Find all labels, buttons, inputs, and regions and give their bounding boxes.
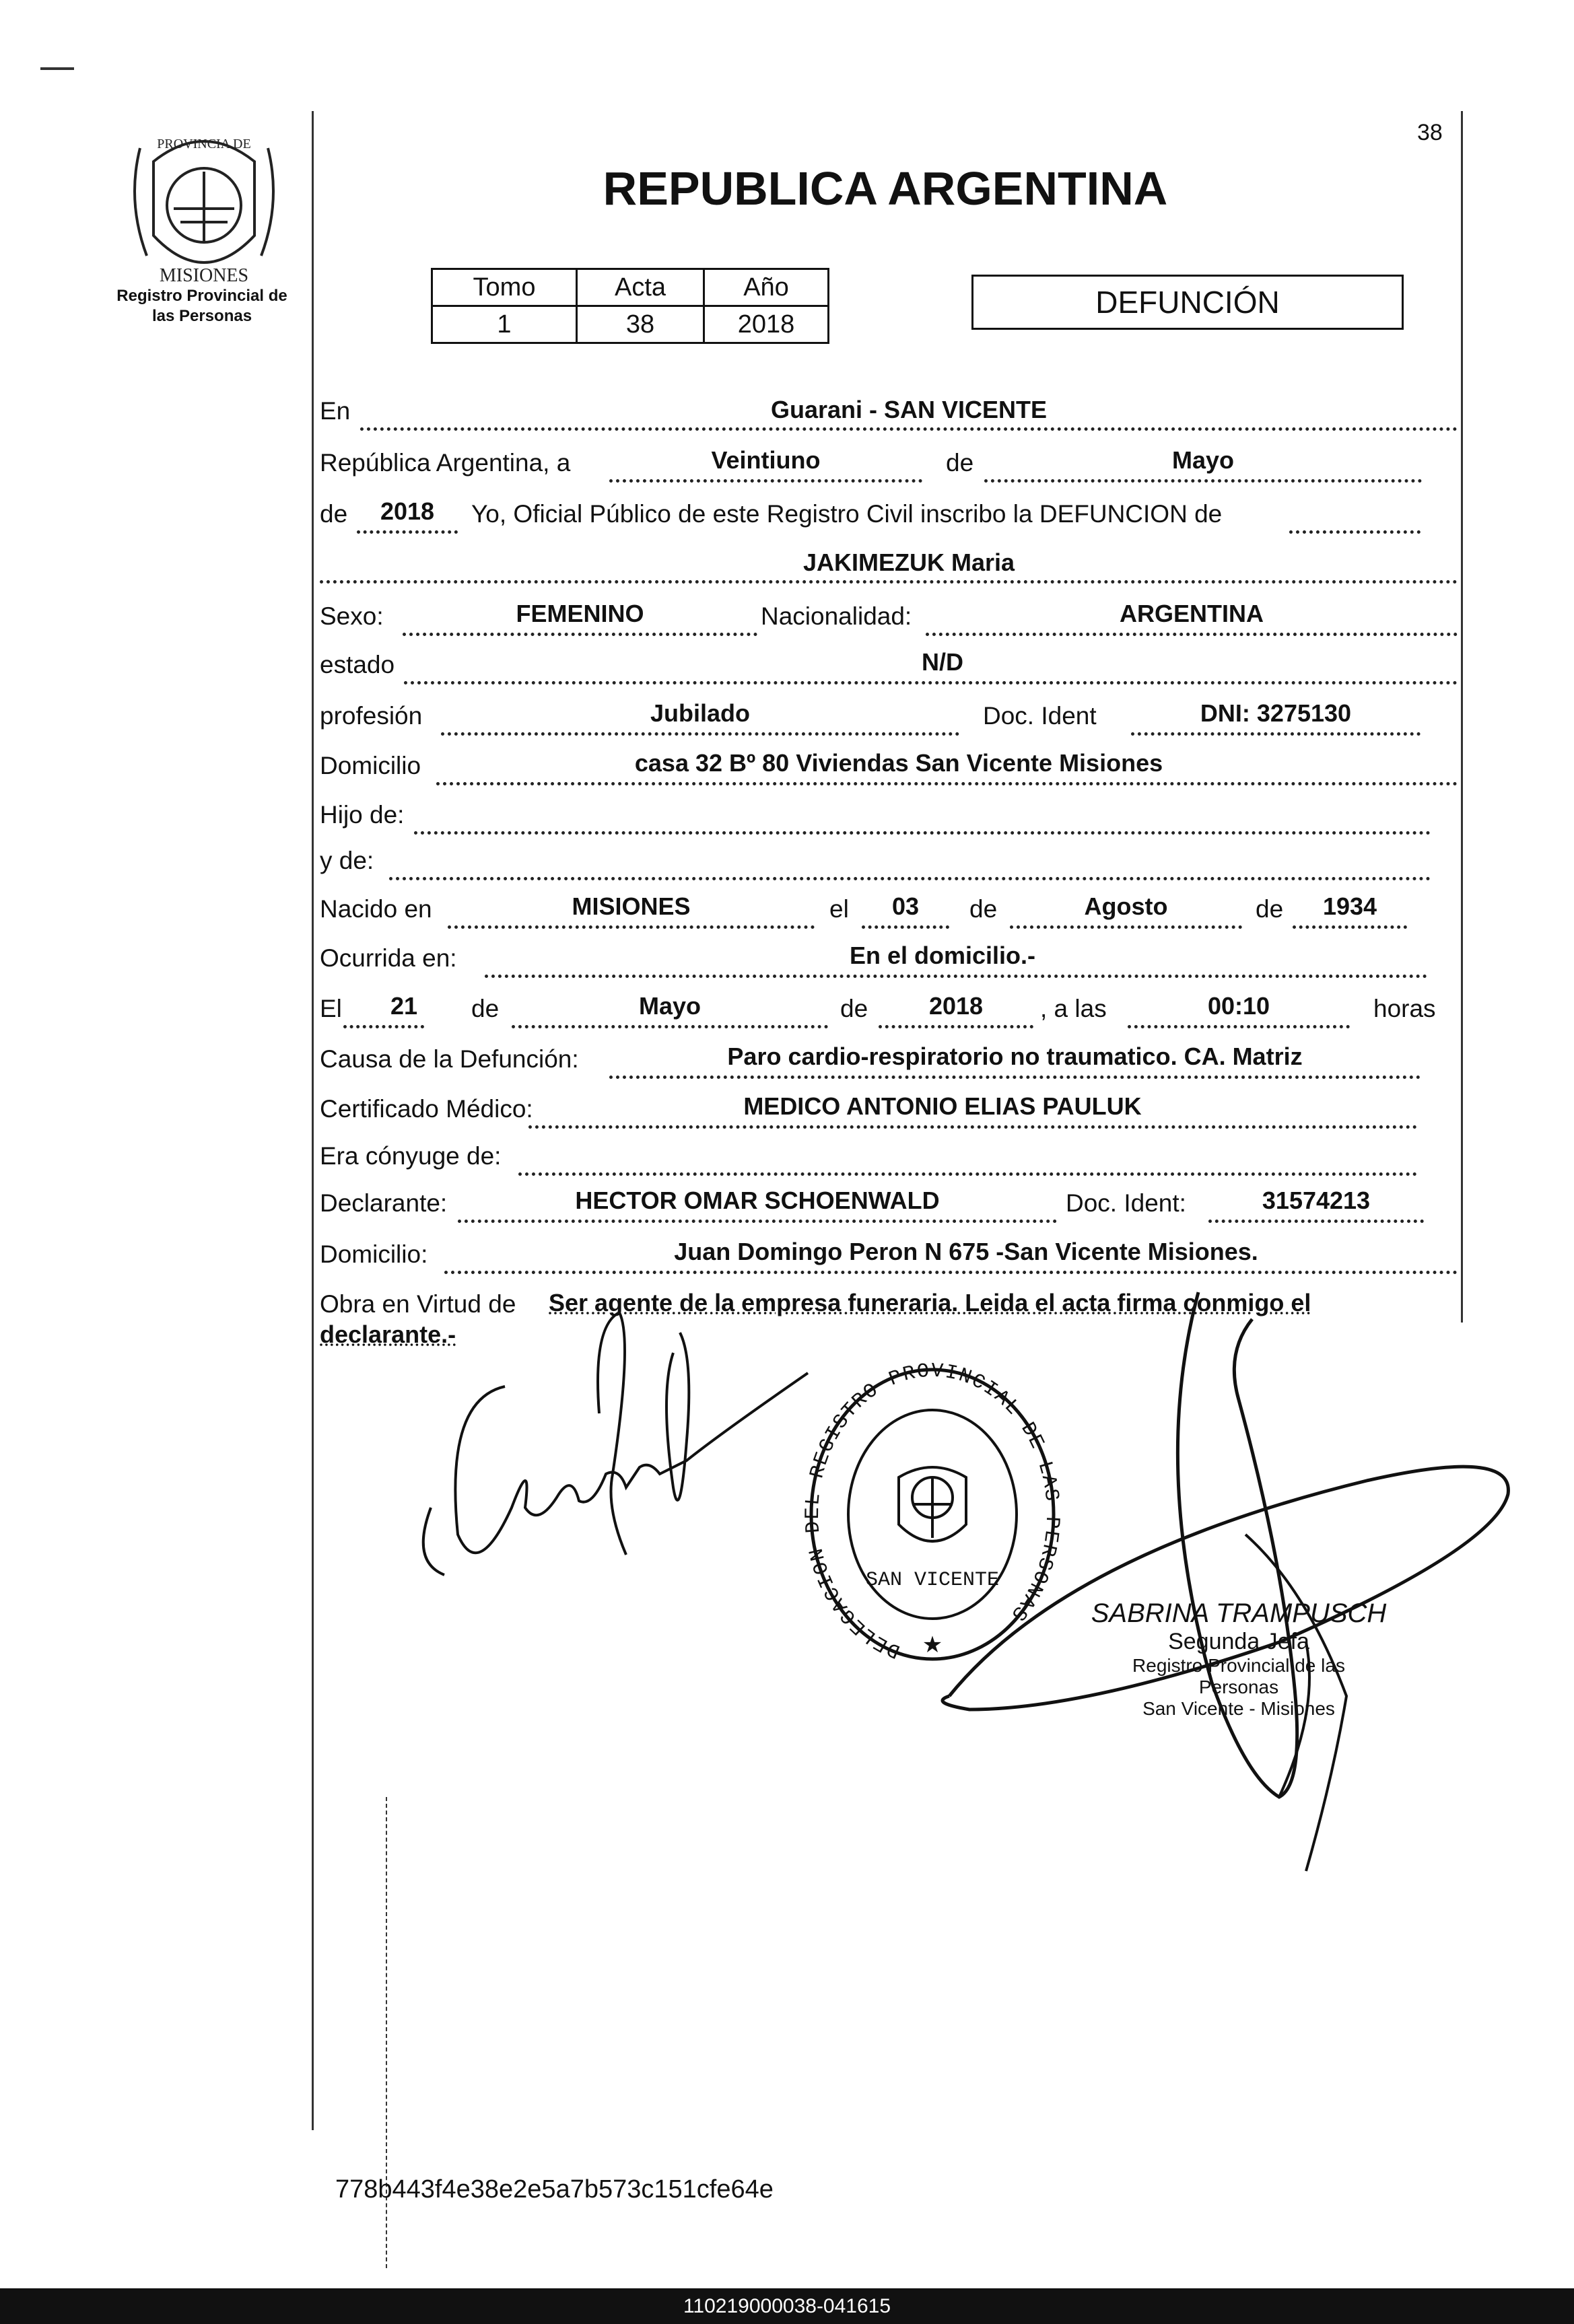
table-value-tomo: 1 bbox=[432, 306, 577, 343]
nacionalidad-value: ARGENTINA bbox=[1120, 600, 1264, 627]
ocurrida-line bbox=[485, 975, 1427, 978]
declarante-value: HECTOR OMAR SCHOENWALD bbox=[575, 1187, 940, 1214]
sexo-line bbox=[403, 633, 757, 636]
stamp-ring-text: DELEGACION DEL REGISTRO PROVINCIAL DE LAS PERSONAS bbox=[801, 1360, 1064, 1662]
hijo-line bbox=[414, 831, 1431, 835]
domicilio2-value: Juan Domingo Peron N 675 -San Vicente Misiones. bbox=[674, 1238, 1258, 1265]
table-header-tomo: Tomo bbox=[432, 269, 577, 306]
yde-label: y de: bbox=[320, 847, 374, 874]
officer-text: Yo, Oficial Público de este Registro Civil inscribo la DEFUNCION de bbox=[471, 500, 1223, 528]
sexo-value: FEMENINO bbox=[516, 600, 644, 627]
def-anio-line bbox=[879, 1025, 1033, 1028]
hijo-label: Hijo de: bbox=[320, 801, 405, 829]
nacido-anio: 1934 bbox=[1322, 892, 1377, 920]
de-label-5: de bbox=[471, 995, 500, 1022]
sexo-label: Sexo: bbox=[320, 602, 384, 630]
doc-ident-value: DNI: 3275130 bbox=[1200, 699, 1352, 727]
agency-line1: Registro Provincial de bbox=[116, 287, 287, 305]
obra-text: Ser agente de la empresa funeraria. Leida el acta firma conmigo el bbox=[549, 1289, 1311, 1316]
declarante-line bbox=[458, 1220, 1057, 1223]
year-value: 2018 bbox=[380, 497, 435, 525]
nacido-dia-line bbox=[862, 925, 949, 929]
table-value-acta: 38 bbox=[577, 306, 704, 343]
doc2-line bbox=[1208, 1220, 1424, 1223]
declarant-signature bbox=[404, 1306, 842, 1615]
nacido-mes-line bbox=[1010, 925, 1242, 929]
en-label: En bbox=[320, 397, 351, 425]
doc2-label: Doc. Ident: bbox=[1066, 1189, 1186, 1217]
declarante-label: Declarante: bbox=[320, 1189, 448, 1217]
document-type-box bbox=[971, 275, 1404, 330]
seal-bottom-text: MISIONES bbox=[159, 265, 249, 286]
nacido-anio-line bbox=[1293, 925, 1407, 929]
en-line bbox=[360, 427, 1458, 431]
footer-id-bar bbox=[0, 2288, 1574, 2324]
year-line bbox=[357, 530, 458, 534]
doc2-value: 31574213 bbox=[1262, 1187, 1371, 1214]
estado-label: estado bbox=[320, 651, 395, 678]
def-hora-line bbox=[1128, 1025, 1350, 1028]
right-margin-line bbox=[1461, 111, 1463, 1323]
ocurrida-label: Ocurrida en: bbox=[320, 944, 457, 972]
de-label-2: de bbox=[320, 500, 348, 528]
doc-ident-line bbox=[1131, 732, 1421, 736]
cert-label: Certificado Médico: bbox=[320, 1095, 533, 1123]
causa-label: Causa de la Defunción: bbox=[320, 1045, 579, 1073]
obra-label: Obra en Virtud de bbox=[320, 1290, 516, 1318]
star-icon: ★ bbox=[922, 1632, 943, 1658]
agency-name bbox=[101, 286, 303, 326]
cert-value: MEDICO ANTONIO ELIAS PAULUK bbox=[743, 1092, 1142, 1120]
def-hora: 00:10 bbox=[1207, 992, 1270, 1020]
en-value: Guarani - SAN VICENTE bbox=[770, 396, 1048, 423]
nacionalidad-label: Nacionalidad: bbox=[761, 602, 912, 630]
document-hash: 778b443f4e38e2e5a7b573c151cfe64e bbox=[335, 2175, 774, 2204]
month-line bbox=[984, 479, 1422, 483]
de-label-1: de bbox=[946, 449, 974, 477]
doc-ident-label: Doc. Ident bbox=[983, 702, 1097, 730]
nacido-lugar-line bbox=[448, 925, 815, 929]
conyuge-label: Era cónyuge de: bbox=[320, 1142, 502, 1170]
def-dia-line bbox=[343, 1025, 424, 1028]
republica-label: República Argentina, a bbox=[320, 449, 571, 477]
registry-table bbox=[431, 268, 829, 344]
table-header-acta: Acta bbox=[577, 269, 704, 306]
de-label-4: de bbox=[1256, 895, 1284, 923]
domicilio-line bbox=[436, 782, 1458, 785]
domicilio-label: Domicilio bbox=[320, 752, 421, 779]
profesion-value: Jubilado bbox=[650, 699, 750, 727]
el-label: el bbox=[829, 895, 849, 923]
def-mes-line bbox=[512, 1025, 828, 1028]
ocurrida-value: En el domicilio.- bbox=[849, 942, 1036, 969]
seal-top-text: PROVINCIA DE bbox=[157, 137, 251, 151]
conyuge-line bbox=[518, 1172, 1417, 1176]
estado-value: N/D bbox=[922, 648, 963, 676]
profesion-label: profesión bbox=[320, 702, 423, 730]
nacido-label: Nacido en bbox=[320, 895, 432, 923]
table-header-anio: Año bbox=[704, 269, 829, 306]
deceased-name: JAKIMEZUK Maria bbox=[802, 549, 1015, 576]
nacido-lugar: MISIONES bbox=[572, 892, 691, 920]
el2-label: El bbox=[320, 995, 342, 1022]
domicilio2-label: Domicilio: bbox=[320, 1240, 428, 1268]
causa-value: Paro cardio-respiratorio no traumatico. CA. Matriz bbox=[727, 1043, 1303, 1070]
official-city: San Vicente - Misiones bbox=[1142, 1698, 1335, 1719]
day-text: Veintiuno bbox=[711, 446, 821, 474]
left-margin-line bbox=[312, 111, 314, 2130]
name-line bbox=[320, 580, 1458, 584]
obra-text-2: declarante.- bbox=[320, 1321, 456, 1348]
table-value-row bbox=[432, 306, 829, 343]
def-dia: 21 bbox=[390, 992, 418, 1020]
day-line bbox=[609, 479, 922, 483]
footer-id: 110219000038-041615 bbox=[683, 2295, 891, 2317]
province-seal bbox=[127, 121, 281, 296]
def-anio: 2018 bbox=[928, 992, 984, 1020]
estado-line bbox=[404, 681, 1458, 684]
official-signature bbox=[929, 1265, 1555, 1885]
nacionalidad-line bbox=[926, 633, 1458, 636]
agency-line2: las Personas bbox=[151, 307, 252, 325]
official-role: Segunda Jefa bbox=[1168, 1629, 1309, 1654]
officer-line bbox=[1289, 530, 1421, 534]
de-label-3: de bbox=[969, 895, 998, 923]
month-value: Mayo bbox=[1171, 446, 1235, 474]
horas-label: horas bbox=[1373, 995, 1436, 1022]
alas-label: , a las bbox=[1040, 995, 1107, 1022]
nacido-mes: Agosto bbox=[1084, 892, 1168, 920]
official-office: Registro Provincial de las Personas bbox=[1132, 1655, 1345, 1697]
stamp-center-text: SAN VICENTE bbox=[865, 1569, 1000, 1592]
page-number: 38 bbox=[1417, 120, 1443, 145]
scan-mark bbox=[40, 67, 74, 70]
domicilio-value: casa 32 Bº 80 Viviendas San Vicente Misiones bbox=[634, 749, 1163, 777]
nacido-dia: 03 bbox=[891, 892, 920, 920]
official-name: SABRINA TRAMPUSCH bbox=[1091, 1598, 1387, 1628]
page-title: REPUBLICA ARGENTINA bbox=[603, 162, 1168, 215]
causa-line bbox=[609, 1076, 1421, 1079]
profesion-line bbox=[441, 732, 959, 736]
table-header-row bbox=[432, 269, 829, 306]
table-value-anio: 2018 bbox=[704, 306, 829, 343]
cert-line bbox=[528, 1125, 1417, 1129]
de-label-6: de bbox=[840, 995, 868, 1022]
def-mes: Mayo bbox=[638, 992, 702, 1020]
yde-line bbox=[389, 877, 1431, 880]
document-type: DEFUNCIÓN bbox=[1095, 285, 1280, 320]
